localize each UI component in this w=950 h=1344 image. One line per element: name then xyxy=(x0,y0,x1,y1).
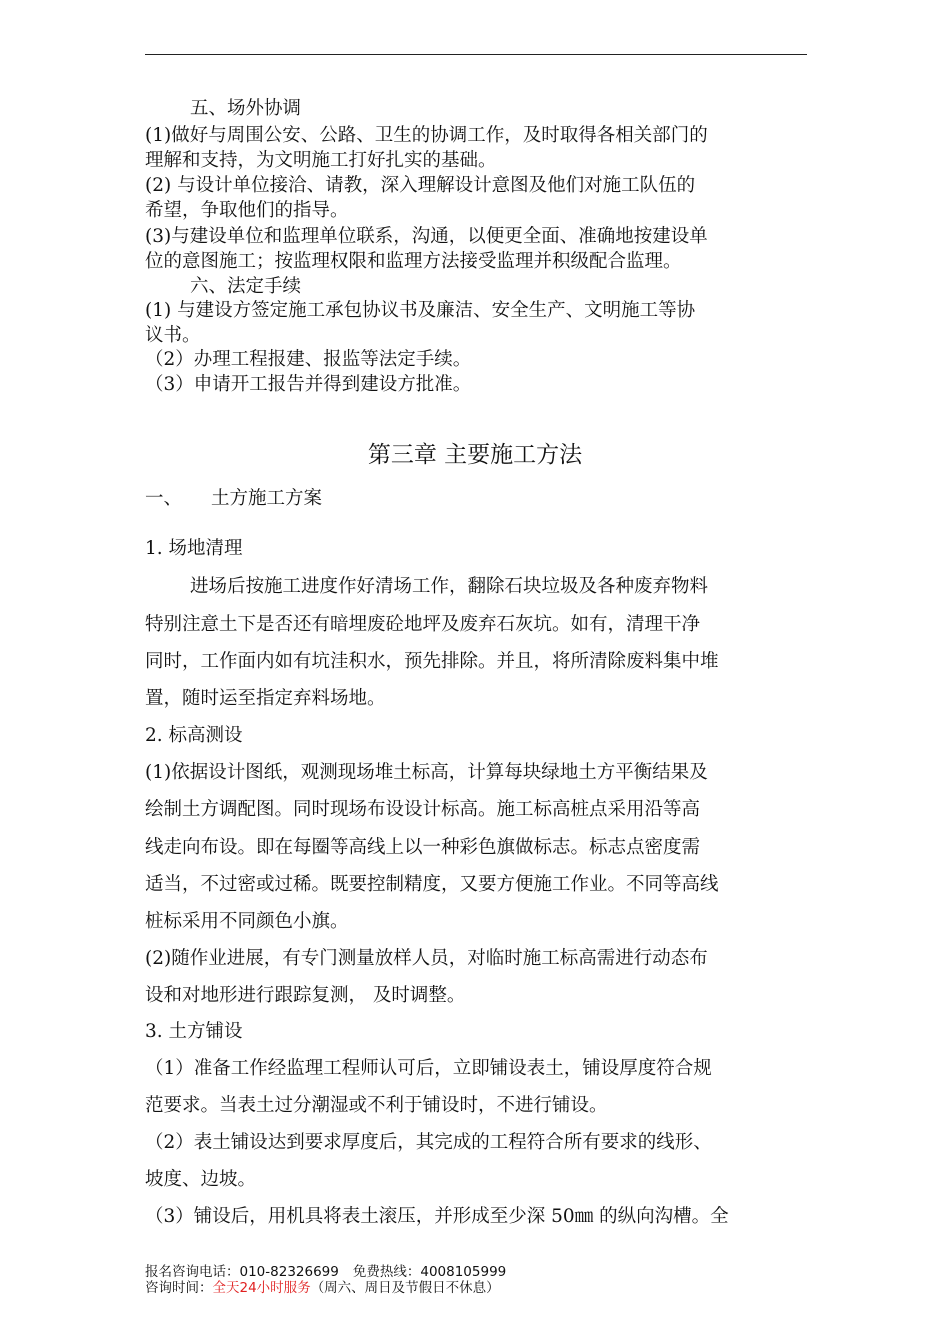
body-line: (2)随作业进展，有专门测量放样人员，对临时施工标高需进行动态布 xyxy=(145,948,708,969)
paragraph-line: (1) 与建设方签定施工承包协议书及廉洁、安全生产、文明施工等协 xyxy=(145,300,696,321)
body-line: 范要求。当表土过分潮湿或不利于铺设时，不进行铺设。 xyxy=(145,1095,608,1116)
body-line: 置，随时运至指定弃料场地。 xyxy=(145,688,386,709)
heading-6: 六、法定手续 xyxy=(190,276,302,297)
footer-time-line xyxy=(145,1282,500,1296)
body-line: 同时，工作面内如有坑洼积水，预先排除。并且，将所清除废料集中堆 xyxy=(145,651,719,672)
header-rule xyxy=(145,54,807,55)
phone-label: 报名咨询电话： xyxy=(145,1264,240,1280)
paragraph-line: 希望，争取他们的指导。 xyxy=(145,200,349,221)
chapter-title: 第三章 主要施工方法 xyxy=(367,442,583,468)
section-number: 一、 xyxy=(145,488,183,509)
body-line: （2）表土铺设达到要求厚度后，其完成的工程符合所有要求的线形、 xyxy=(145,1132,712,1153)
body-line: 适当，不过密或过稀。既要控制精度，又要方便施工作业。不同等高线 xyxy=(145,874,719,895)
body-line: 进场后按施工进度作好清场工作，翻除石块垃圾及各种废弃物料 xyxy=(190,576,709,597)
item-heading-3: 3. 土方铺设 xyxy=(145,1021,243,1042)
phone-number: 010-82326699 xyxy=(239,1264,339,1280)
paragraph-line: （2）办理工程报建、报监等法定手续。 xyxy=(145,349,472,370)
body-line: （3）铺设后，用机具将表土滚压，并形成至少深 50㎜ 的纵向沟槽。全 xyxy=(145,1206,729,1227)
time-label: 咨询时间： xyxy=(145,1280,213,1296)
section-title: 土方施工方案 xyxy=(211,488,323,509)
time-note: （周六、周日及节假日不休息） xyxy=(310,1280,500,1296)
paragraph-line: （3）申请开工报告并得到建设方批准。 xyxy=(145,374,472,395)
paragraph-line: (2) 与设计单位接洽、请教，深入理解设计意图及他们对施工队伍的 xyxy=(145,175,696,196)
paragraph-line: 理解和支持，为文明施工打好扎实的基础。 xyxy=(145,150,497,171)
paragraph-line: 议书。 xyxy=(145,325,201,346)
body-line: 线走向布设。即在每圈等高线上以一种彩色旗做标志。标志点密度需 xyxy=(145,837,701,858)
body-line: (1)依据设计图纸，观测现场堆土标高，计算每块绿地土方平衡结果及 xyxy=(145,762,708,783)
body-line: （1）准备工作经监理工程师认可后，立即铺设表土，铺设厚度符合规 xyxy=(145,1058,712,1079)
footer-contact-line xyxy=(145,1266,506,1280)
body-line: 特别注意土下是否还有暗埋废砼地坪及废弃石灰坑。如有，清理干净 xyxy=(145,614,701,635)
body-line: 坡度、边坡。 xyxy=(145,1169,257,1190)
time-highlight: 全天24小时服务 xyxy=(212,1280,311,1296)
paragraph-line: (1)做好与周围公安、公路、卫生的协调工作，及时取得各相关部门的 xyxy=(145,125,708,146)
body-line: 桩标采用不同颜色小旗。 xyxy=(145,911,349,932)
paragraph-line: (3)与建设单位和监理单位联系，沟通，以便更全面、准确地按建设单 xyxy=(145,226,708,247)
item-heading-1: 1. 场地清理 xyxy=(145,538,243,559)
hotline-label: 免费热线： xyxy=(352,1264,421,1280)
body-line: 设和对地形进行跟踪复测， 及时调整。 xyxy=(145,985,466,1006)
hotline-number: 4008105999 xyxy=(420,1264,507,1280)
heading-5: 五、场外协调 xyxy=(190,98,302,119)
body-line: 绘制土方调配图。同时现场布设设计标高。施工标高桩点采用沿等高 xyxy=(145,799,701,820)
item-heading-2: 2. 标高测设 xyxy=(145,725,243,746)
paragraph-line: 位的意图施工；按监理权限和监理方法接受监理并积级配合监理。 xyxy=(145,251,682,272)
